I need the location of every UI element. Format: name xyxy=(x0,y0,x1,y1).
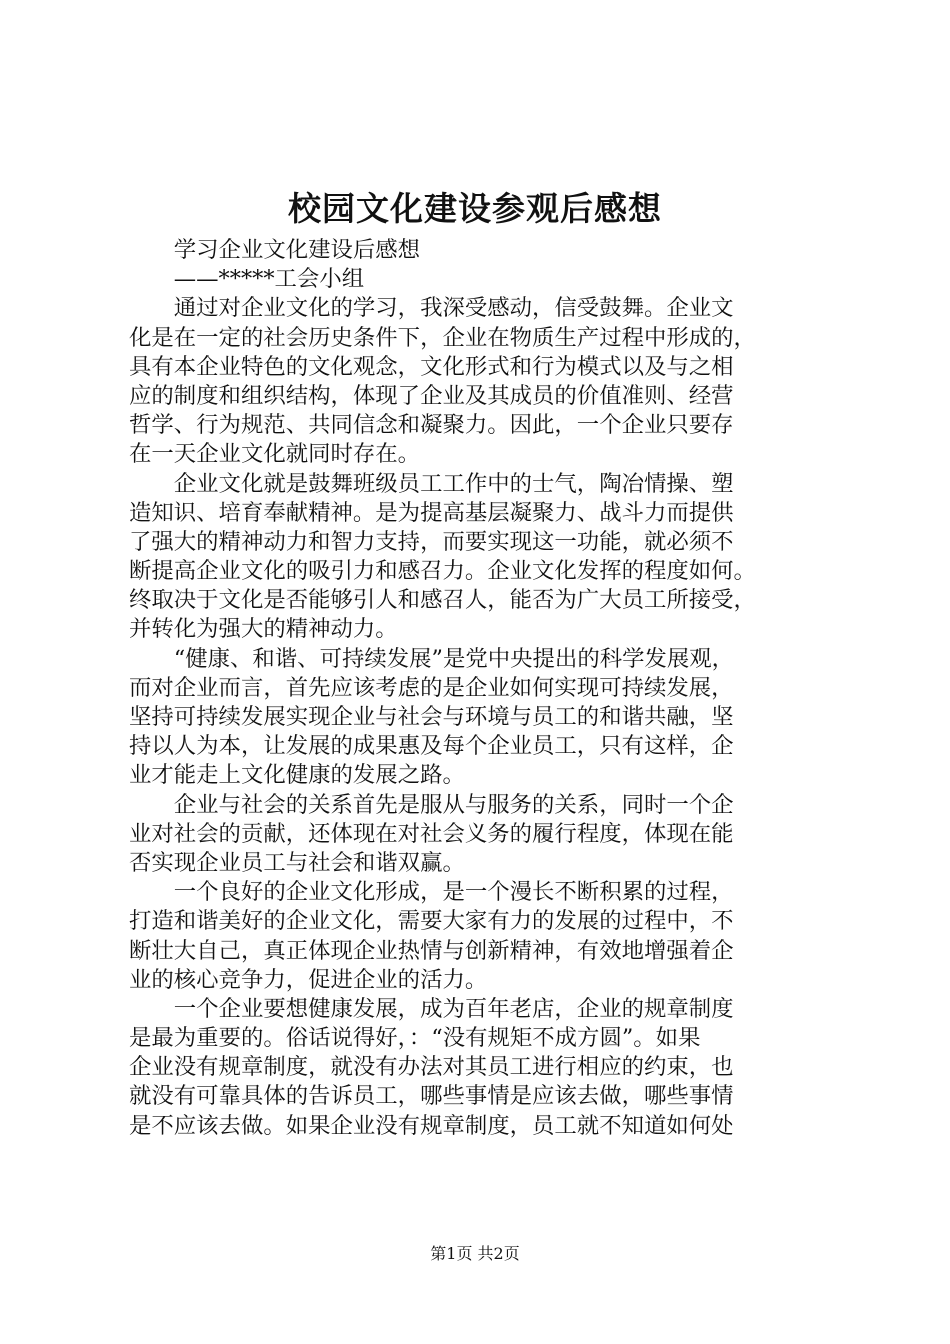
text-line: 一个企业要想健康发展，成为百年老店，企业的规章制度 xyxy=(129,995,734,1022)
text-line: 造知识、培育奉献精神。是为提高基层凝聚力、战斗力而提供 xyxy=(129,499,734,526)
text-line: 具有本企业特色的文化观念，文化形式和行为模式以及与之相 xyxy=(129,353,734,380)
text-line: 了强大的精神动力和智力支持，而要实现这一功能，就必须不 xyxy=(129,528,734,555)
text-line: 并转化为强大的精神动力。 xyxy=(129,616,398,643)
text-line: 学习企业文化建设后感想 xyxy=(129,237,421,263)
text-line: 化是在一定的社会历史条件下，企业在物质生产过程中形成的， xyxy=(129,324,756,351)
text-line: 否实现企业员工与社会和谐双赢。 xyxy=(129,849,465,876)
text-line: 坚持可持续发展实现企业与社会与环境与员工的和谐共融，坚 xyxy=(129,704,734,730)
text-line: 企业没有规章制度，就没有办法对其员工进行相应的约束，也 xyxy=(129,1054,734,1081)
page-footer: 第1页 共2页 xyxy=(430,1244,520,1263)
text-line: ——*****工会小组 xyxy=(129,266,365,293)
text-line: 业对社会的贡献，还体现在对社会义务的履行程度，体现在能 xyxy=(129,820,734,847)
text-line: 业才能走上文化健康的发展之路。 xyxy=(129,762,465,789)
text-line: 终取决于文化是否能够引人和感召人，能否为广大员工所接受， xyxy=(129,587,756,614)
text-line: 在一天企业文化就同时存在。 xyxy=(129,441,421,468)
text-line: 持以人为本，让发展的成果惠及每个企业员工，只有这样，企 xyxy=(129,733,734,760)
document-body xyxy=(129,236,829,1141)
text-line: 应的制度和组织结构，体现了企业及其成员的价值准则、经营 xyxy=(129,382,734,409)
text-line: 打造和谐美好的企业文化，需要大家有力的发展的过程中，不 xyxy=(129,908,734,935)
text-line: 而对企业而言，首先应该考虑的是企业如何实现可持续发展， xyxy=(129,674,734,701)
text-line: 通过对企业文化的学习，我深受感动，信受鼓舞。企业文 xyxy=(129,295,734,322)
text-line: 企业与社会的关系首先是服从与服务的关系，同时一个企 xyxy=(129,791,734,818)
text-line: 一个良好的企业文化形成，是一个漫长不断积累的过程， xyxy=(129,879,734,906)
text-line: 就没有可靠具体的告诉员工，哪些事情是应该去做，哪些事情 xyxy=(129,1083,734,1110)
text-line: 业的核心竞争力，促进企业的活力。 xyxy=(129,966,488,993)
text-line: 是不应该去做。如果企业没有规章制度，员工就不知道如何处 xyxy=(129,1112,734,1139)
text-line: 断壮大自己，真正体现企业热情与创新精神，有效地增强着企 xyxy=(129,937,734,964)
text-line: “健康、和谐、可持续发展”是党中央提出的科学发展观， xyxy=(129,645,735,672)
text-line: 企业文化就是鼓舞班级员工工作中的士气，陶冶情操、塑 xyxy=(129,470,734,497)
text-line: 是最为重要的。俗话说得好，：“没有规矩不成方圆”。如果 xyxy=(129,1025,701,1052)
text-line: 断提高企业文化的吸引力和感召力。企业文化发挥的程度如何。 xyxy=(129,558,756,585)
text-line: 哲学、行为规范、共同信念和凝聚力。因此，一个企业只要存 xyxy=(129,412,734,439)
page-title: 校园文化建设参观后感想 xyxy=(288,189,662,228)
